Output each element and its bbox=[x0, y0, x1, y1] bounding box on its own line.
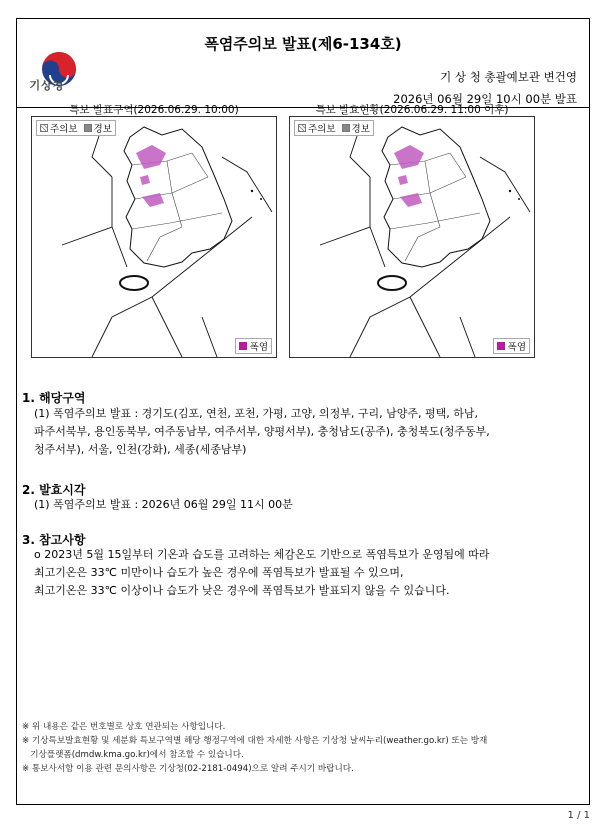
map-box bbox=[31, 116, 277, 358]
heat-legend bbox=[235, 338, 272, 354]
section-heading-reference: 3. 참고사항 bbox=[22, 533, 86, 547]
korea-map-icon bbox=[290, 117, 534, 357]
heat-legend bbox=[493, 338, 530, 354]
page-number: 1 / 1 bbox=[567, 810, 590, 821]
warning-swatch-icon bbox=[342, 124, 350, 132]
footnote-line: 기상플랫폼(dmdw.kma.go.kr)에서 참조할 수 있습니다. bbox=[22, 750, 244, 760]
footnote-line: ※ 통보사서함 이용 관련 문의사항은 기상청(02-2181-0494)으로 알려 주시기 바랍니다. bbox=[22, 764, 354, 774]
section-heading-time: 2. 발효시각 bbox=[22, 483, 86, 497]
map-panel-issued-area bbox=[31, 102, 277, 360]
issuer: 기 상 청 총괄예보관 변건영 bbox=[440, 70, 577, 84]
map-legend bbox=[36, 120, 116, 136]
korea-map-icon bbox=[32, 117, 276, 357]
map-box bbox=[289, 116, 535, 358]
advisory-swatch-icon bbox=[298, 124, 306, 132]
area-line: (1) 폭염주의보 발표 : 경기도(김포, 연천, 포천, 가평, 고양, 의정부, 구리, 남양주, 평택, 하남, bbox=[34, 407, 479, 420]
section-body-reference bbox=[34, 546, 569, 600]
document-title: 폭염주의보 발표(제6-134호) bbox=[204, 35, 402, 53]
heat-legend-label: 폭염 bbox=[507, 342, 526, 353]
section-heading-area: 1. 해당구역 bbox=[22, 391, 86, 405]
legend-warning bbox=[342, 121, 370, 135]
legend-advisory-label: 주의보 bbox=[50, 124, 78, 135]
map-panel-effective-status bbox=[289, 102, 535, 360]
footnotes bbox=[22, 720, 577, 776]
footnote-line: ※ 기상특보발효현황 및 세분화 특보구역별 해당 행정구역에 대한 자세한 사항은 기상청 날씨누리(weather.go.kr) 또는 방재 bbox=[22, 736, 488, 746]
reference-line: 최고기온은 33℃ 이상이나 습도가 낮은 경우에 폭염특보가 발표되지 않을 수 있습니다. bbox=[34, 584, 450, 597]
footnote-line: ※ 위 내용은 같은 번호별로 상호 연관되는 사항입니다. bbox=[22, 722, 226, 732]
map-legend bbox=[294, 120, 374, 136]
map-caption: 특보 발표구역(2026.06.29. 10:00) bbox=[69, 104, 239, 116]
reference-line: 최고기온은 33℃ 미만이나 습도가 높은 경우에 폭염특보가 발표될 수 있으며, bbox=[34, 566, 404, 579]
logo-text: 기상청 bbox=[29, 79, 65, 92]
issued-time: 2026년 06월 29일 10시 00분 발표 bbox=[393, 92, 577, 106]
heat-swatch-icon bbox=[239, 342, 247, 350]
area-line: 파주서북부, 용인동북부, 여주동남부, 여주서부, 양평서부), 충청남도(공주), 충청북도(청주동부, bbox=[34, 425, 490, 438]
warning-swatch-icon bbox=[84, 124, 92, 132]
advisory-swatch-icon bbox=[40, 124, 48, 132]
legend-warning bbox=[84, 121, 112, 135]
section-body-time bbox=[34, 496, 569, 514]
section-body-area bbox=[34, 405, 569, 459]
time-line: (1) 폭염주의보 발표 : 2026년 06월 29일 11시 00분 bbox=[34, 498, 293, 511]
legend-advisory-label: 주의보 bbox=[308, 124, 336, 135]
legend-advisory bbox=[298, 121, 336, 135]
legend-warning-label: 경보 bbox=[93, 124, 112, 135]
legend-advisory bbox=[40, 121, 78, 135]
map-caption: 특보 발효현황(2026.06.29. 11:00 이후) bbox=[315, 104, 509, 116]
area-line: 청주서부), 서울, 인천(강화), 세종(세종남부) bbox=[34, 443, 247, 456]
reference-line: o 2023년 5월 15일부터 기온과 습도를 고려하는 체감온도 기반으로 폭염특보가 운영됨에 따라 bbox=[34, 548, 490, 561]
legend-warning-label: 경보 bbox=[351, 124, 370, 135]
heat-legend-label: 폭염 bbox=[249, 342, 268, 353]
heat-swatch-icon bbox=[497, 342, 505, 350]
document-header bbox=[17, 19, 589, 108]
